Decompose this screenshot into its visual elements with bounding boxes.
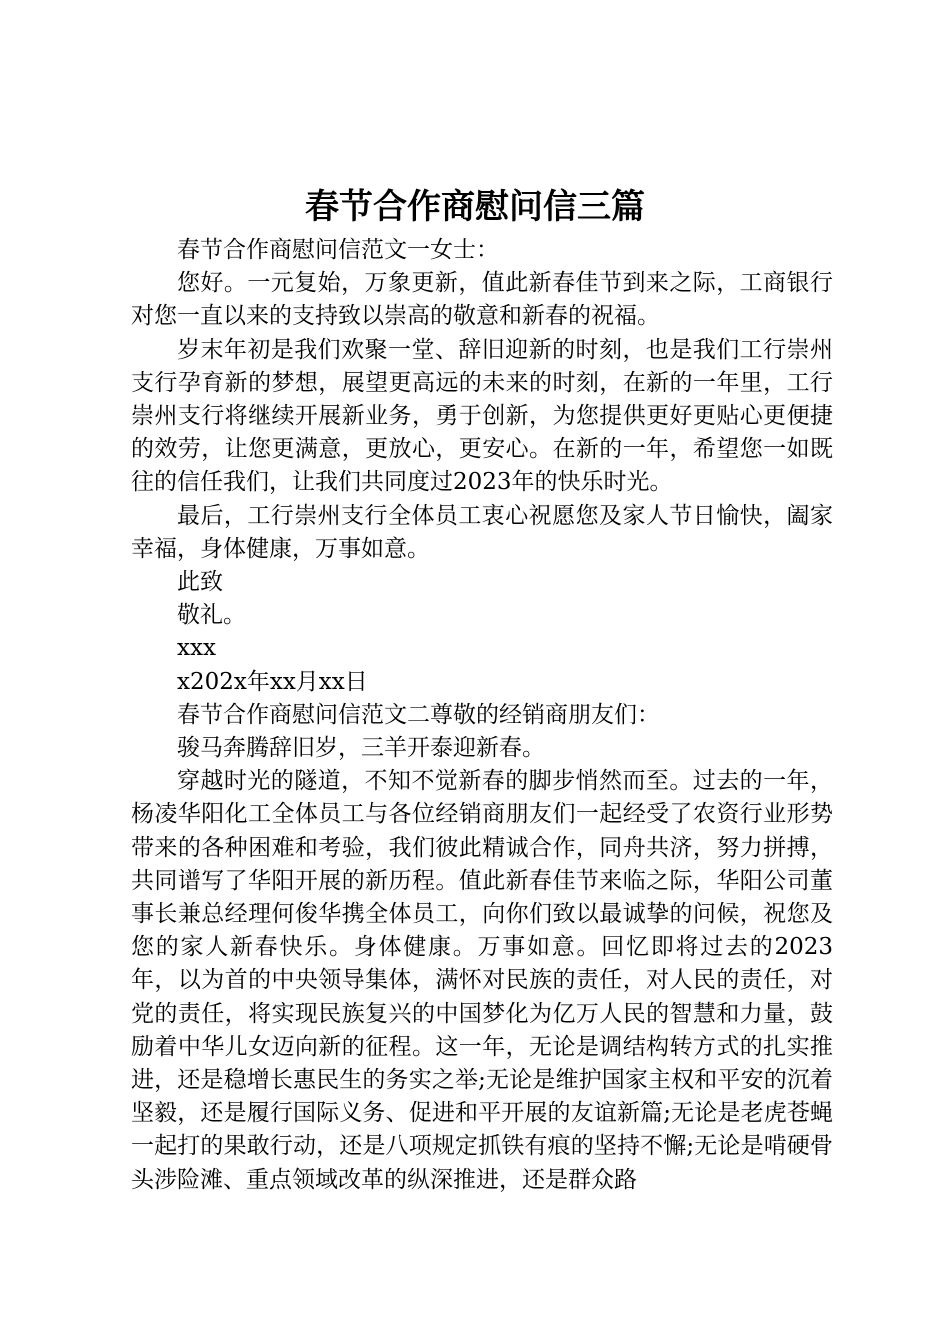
paragraph: 春节合作商慰问信范文一女士：	[177, 237, 499, 263]
paragraph: 最后，工行崇州支行全体员工衷心祝愿您及家人节日愉快，阖家幸福，身体健康，万事如意。	[131, 502, 833, 562]
closing-line: 此致	[177, 569, 223, 596]
paragraph: 春节合作商慰问信范文二尊敬的经销商朋友们：	[177, 701, 660, 728]
signature: xxx	[177, 635, 216, 662]
date-line: x202x年xx月xx日	[177, 668, 368, 695]
paragraph: 岁末年初是我们欢聚一堂、辞旧迎新的时刻，也是我们工行崇州支行孕育新的梦想，展望更高远的未来的时刻，在新的一年里，工行崇州支行将继续开展新业务，勇于创新，为您提供更好更贴心更便捷的效劳，让您更满意，更放心，更安心。在新的一年，希望您一如既往的信任我们，让我们共同度过2023年的快乐时光。	[131, 336, 833, 496]
document-body	[131, 234, 833, 1197]
paragraph: 骏马奔腾辞旧岁，三羊开泰迎新春。	[177, 735, 545, 762]
closing-line: 敬礼。	[177, 602, 246, 629]
paragraph: 您好。一元复始，万象更新，值此新春佳节到来之际，工商银行对您一直以来的支持致以崇高的敬意和新春的祝福。	[131, 270, 833, 330]
document-title: 春节合作商慰问信三篇	[305, 187, 645, 227]
paragraph: 穿越时光的隧道，不知不觉新春的脚步悄然而至。过去的一年，杨凌华阳化工全体员工与各位经销商朋友们一起经受了农资行业形势带来的各种困难和考验，我们彼此精诚合作，同舟共济，努力拼搏，共同谱写了华阳开展的新历程。值此新春佳节来临之际，华阳公司董事长兼总经理何俊华携全体员工，向你们致以最诚挚的问候，祝您及您的家人新春快乐。身体健康。万事如意。回忆即将过去的2023年，以为首的中央领导集体，满怀对民族的责任，对人民的责任，对党的责任，将实现民族复兴的中国梦化为亿万人民的智慧和力量，鼓励着中华儿女迈向新的征程。这一年，无论是调结构转方式的扎实推进，还是稳增长惠民生的务实之举;无论是维护国家主权和平安的沉着坚毅，还是履行国际义务、促进和平开展的友谊新篇;无论是老虎苍蝇一起打的果敢行动，还是八项规定抓铁有痕的坚持不懈;无论是啃硬骨头涉险滩、重点领域改革的纵深推进，还是群众路	[131, 768, 833, 1193]
